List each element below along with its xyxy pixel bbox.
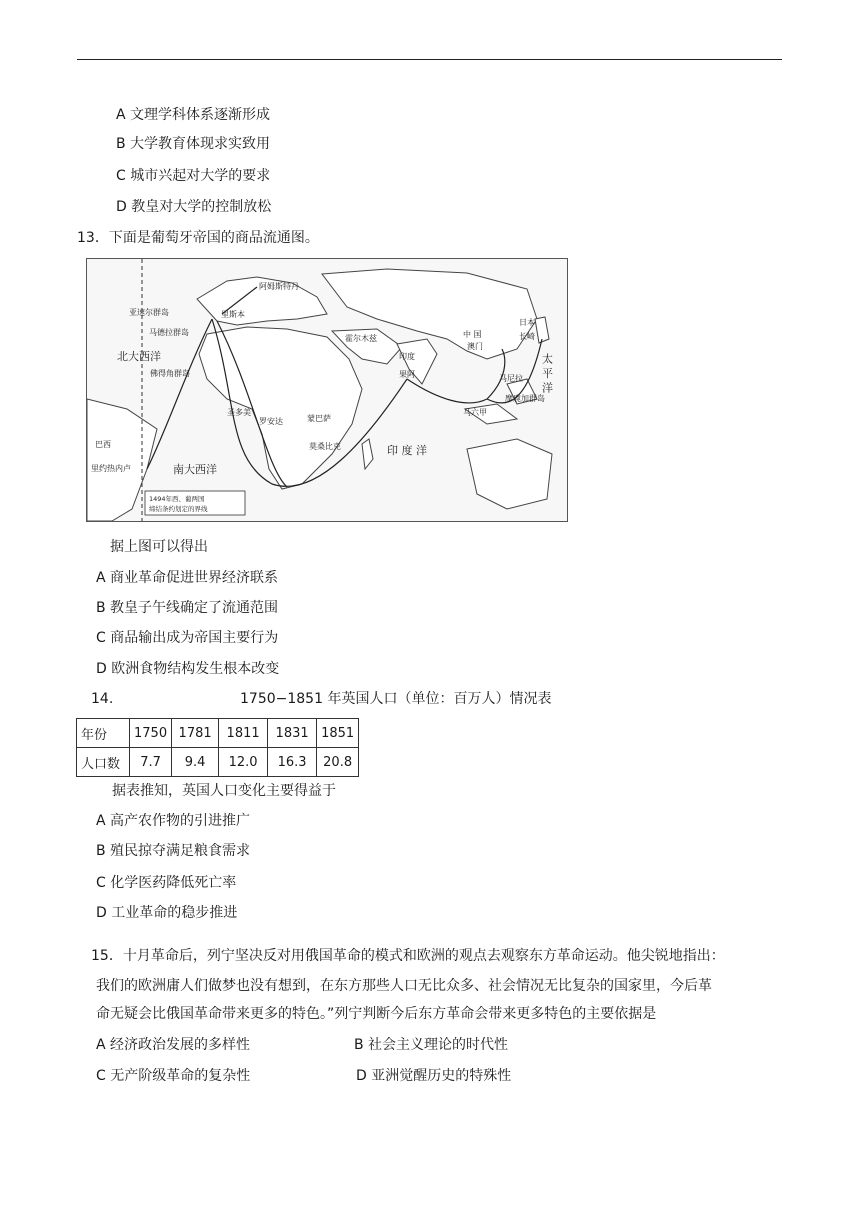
q14-table-title: 1750−1851 年英国人口（单位：百万人）情况表: [240, 691, 552, 707]
map-label-india: 印度: [399, 352, 415, 361]
table-row-population: [77, 748, 359, 777]
q14-option-d: D 工业革命的稳步推进: [96, 905, 238, 921]
table-header-year: 年份: [77, 719, 130, 748]
q12-option-b: B 大学教育体现求实致用: [116, 136, 271, 152]
table-cell-population: 9.4: [172, 748, 219, 777]
q13-option-c: C 商品输出成为帝国主要行为: [96, 630, 279, 646]
q15-option-a: A 经济政治发展的多样性: [96, 1037, 251, 1053]
table-header-population: 人口数: [77, 748, 130, 777]
table-row-years: [77, 719, 359, 748]
q15-option-d: D 亚洲觉醒历史的特殊性: [356, 1068, 512, 1084]
table-cell-population: 12.0: [219, 748, 268, 777]
table-cell-year: 1831: [268, 719, 317, 748]
map-label-south-atlantic: 南大西洋: [173, 463, 217, 476]
q12-option-d: D 教皇对大学的控制放松: [116, 199, 272, 215]
q12-option-c: C 城市兴起对大学的要求: [116, 168, 271, 184]
map-label-indian-ocean: 印 度 洋: [387, 444, 427, 457]
q13-lead: 据上图可以得出: [110, 539, 208, 555]
q14-option-b: B 殖民掠夺满足粮食需求: [96, 843, 251, 859]
map-label-azores: 亚速尔群岛: [129, 308, 169, 317]
map-label-cape-verde: 佛得角群岛: [150, 369, 190, 378]
map-label-goa: 果阿: [399, 370, 415, 379]
q14-option-a: A 高产农作物的引进推广: [96, 813, 251, 829]
q15-stem-line2: 我们的欧洲庸人们做梦也没有想到，在东方那些人口无比众多、社会情况无比复杂的国家里，今后革: [96, 978, 712, 994]
q13-option-b: B 教皇子午线确定了流通范围: [96, 600, 279, 616]
table-cell-year: 1811: [219, 719, 268, 748]
map-label-macau: 澳门: [467, 342, 483, 351]
treaty-note-line1: 1494年西、葡两国: [149, 495, 205, 503]
map-label-brazil: 巴西: [95, 440, 111, 449]
population-table: [76, 718, 359, 777]
map-graphic: [87, 259, 567, 521]
table-cell-year: 1781: [172, 719, 219, 748]
q12-option-a: A 文理学科体系逐渐形成: [116, 107, 271, 123]
q15-option-c: C 无产阶级革命的复杂性: [96, 1068, 251, 1084]
map-label-sao-tome: 圣多美: [227, 408, 251, 417]
map-label-north-atlantic: 北大西洋: [117, 350, 161, 363]
map-label-china: 中 国: [463, 330, 482, 339]
q14-number: 14.: [91, 691, 114, 707]
q15-stem-line3: 命无疑会比俄国革命带来更多的特色。”列宁判断今后东方革命会带来更多特色的主要依据是: [96, 1006, 657, 1022]
header-rule: [77, 59, 782, 60]
q14-lead: 据表推知，英国人口变化主要得益于: [112, 783, 336, 799]
map-label-nagasaki: 长崎: [519, 332, 535, 341]
q13-option-d: D 欧洲食物结构发生根本改变: [96, 661, 280, 677]
treaty-note-line2: 缔结条约划定的界线: [149, 505, 208, 513]
table-cell-year: 1851: [317, 719, 359, 748]
map-label-pacific: 太 平 洋: [540, 353, 554, 393]
map-label-moluccas: 摩鹿加群岛: [505, 394, 545, 403]
map-label-lisbon: 里斯本: [221, 310, 245, 319]
table-cell-year: 1750: [130, 719, 172, 748]
map-label-madeira: 马德拉群岛: [149, 328, 189, 337]
map-label-japan: 日本: [519, 318, 535, 327]
map-label-amsterdam: 阿姆斯特丹: [259, 282, 299, 291]
q14-option-c: C 化学医药降低死亡率: [96, 875, 237, 891]
map-label-malacca: 马六甲: [463, 408, 487, 417]
trade-route-map: [86, 258, 568, 522]
q13-option-a: A 商业革命促进世界经济联系: [96, 570, 279, 586]
map-label-angola: 罗安达: [259, 417, 283, 426]
table-cell-population: 7.7: [130, 748, 172, 777]
map-label-hormuz: 霍尔木兹: [345, 334, 377, 343]
map-label-mombasa: 蒙巴萨: [307, 414, 331, 423]
q15-option-b: B 社会主义理论的时代性: [354, 1037, 509, 1053]
map-label-mozambique: 莫桑比克: [309, 442, 341, 451]
table-cell-population: 16.3: [268, 748, 317, 777]
map-label-rio: 里约热内卢: [91, 464, 131, 473]
map-label-manila: 马尼拉: [499, 374, 523, 383]
q15-stem-line1: 15．十月革命后，列宁坚决反对用俄国革命的模式和欧洲的观点去观察东方革命运动。他尖锐地指出：: [91, 948, 725, 964]
q13-stem: 13．下面是葡萄牙帝国的商品流通图。: [77, 230, 319, 246]
table-cell-population: 20.8: [317, 748, 359, 777]
